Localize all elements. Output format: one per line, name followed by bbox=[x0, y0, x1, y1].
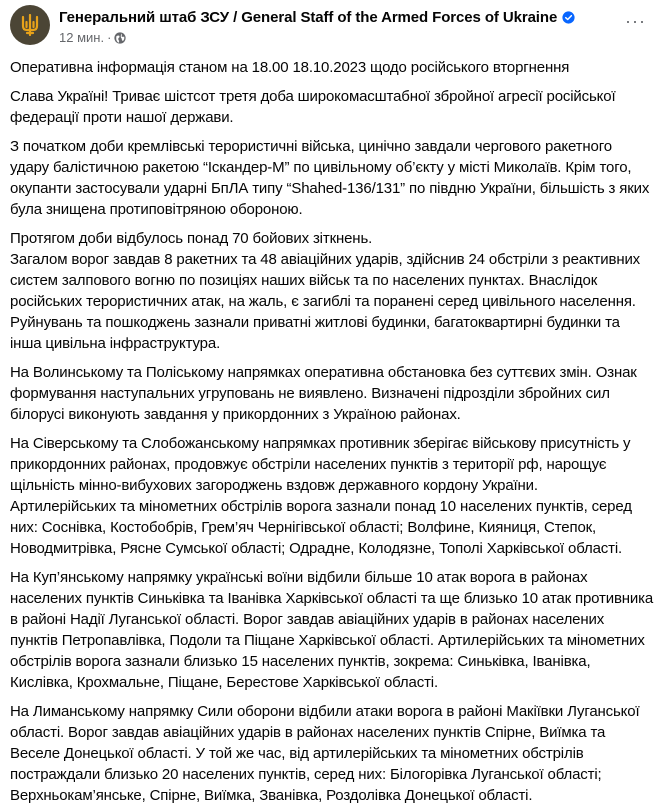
post-text-line: З початком доби кремлівські терористичні війська, цинічно завдали чергового ракетного удару балістичною ракетою “Іскандер-М” по цивільному об’єкту у місті Миколаїв. Крім того, окупанти застосували ударні БпЛА типу “Shahed-136/131” по півдню України, більшість з яких була знищена протиповітряною обороною. bbox=[10, 138, 650, 218]
post-paragraph bbox=[10, 136, 654, 220]
post-body bbox=[0, 57, 664, 806]
post-text-line: На Куп’янському напрямку українські воїни відбили більше 10 атак ворога в районах населених пунктів Синьківка та Іванівка Харківської області та ще близько 10 атак противника в районі Надії Луганської області. Ворог завдав авіаційних ударів в районах населених пунктів Петропавлівка, Подоли та Піщане Харківської області. Артилерійських та мінометних обстрілів ворога зазнали близько 15 населених пунктів, зокрема: Синьківка, Іванівка, Кислівка, Крохмальне, Піщане, Берестове Харківської області. bbox=[10, 569, 654, 691]
post-text-line: Протягом доби відбулось понад 70 бойових зіткнень. bbox=[10, 230, 373, 247]
post-meta bbox=[59, 30, 126, 45]
post-text-line: На Волинському та Поліському напрямках оперативна обстановка без суттєвих змін. Ознак формування наступальних угруповань не виявлено. Визначені підрозділи збройних сил білорусі виконують завдання у прикордонних з Україною районах. bbox=[10, 364, 637, 423]
post-paragraph bbox=[10, 567, 654, 693]
meta-separator: · bbox=[107, 30, 112, 45]
post-paragraph bbox=[10, 701, 654, 806]
post-header bbox=[0, 0, 664, 54]
post-text-line: Артилерійських та мінометних обстрілів ворога зазнали понад 10 населених пунктів, серед них: Соснівка, Костобобрів, Грем’яч Чернігівської області; Волфине, Кияниця, Степок, Новодмитрівка, Рясне Сумської області; Одрадне, Колодязне, Тополі Харківської області. bbox=[10, 498, 632, 557]
post-text-line: Оперативна інформація станом на 18.00 18.10.2023 щодо російського вторгнення bbox=[10, 59, 570, 76]
post-text-line: На Сіверському та Слобожанському напрямках противник зберігає військову присутність у прикордонних районах, продовжує обстріли населених пунктів з території рф, нарощує щільність мінно-вибухових загороджень вздовж державного кордону України. bbox=[10, 435, 631, 494]
post-text-line: На Лиманському напрямку Сили оборони відбили атаки ворога в районі Макіївки Луганської області. Ворог завдав авіаційних ударів в районах населених пунктів Спірне, Виїмка та Веселе Донецької області. У той же час, від артилерійських та мінометних обстрілів постраждали близько 20 населених пунктів, серед них: Білогорівка Луганської області; Верхньокам’янське, Спірне, Виїмка, Званівка, Роздолівка Донецької області. bbox=[10, 703, 640, 804]
author-row bbox=[59, 9, 575, 26]
author-name[interactable]: Генеральний штаб ЗСУ / General Staff of the Armed Forces of Ukraine bbox=[59, 9, 558, 26]
trident-icon bbox=[21, 14, 39, 36]
post-paragraph bbox=[10, 86, 654, 128]
globe-icon[interactable] bbox=[114, 32, 126, 44]
verified-badge-icon bbox=[562, 11, 575, 24]
author-avatar[interactable] bbox=[10, 5, 50, 45]
post-paragraph bbox=[10, 362, 654, 425]
post-text-line: Загалом ворог завдав 8 ракетних та 48 авіаційних ударів, здійснив 24 обстріли з реактивних систем залпового вогню по позиціях наших військ та по населених пунктах. Внаслідок російських терористичних атак, на жаль, є загиблі та поранені серед цивільного населення. Руйнувань та пошкоджень зазнали приватні житлові будинки, багатоквартирні будинки та інша цивільна інфраструктура. bbox=[10, 251, 641, 352]
post-timestamp[interactable]: 12 мин. bbox=[59, 30, 105, 45]
post-paragraph bbox=[10, 57, 654, 78]
post-text-line: Слава Україні! Триває шістсот третя доба широкомасштабної збройної агресії російської федерації проти нашої держави. bbox=[10, 88, 616, 126]
post-paragraph bbox=[10, 433, 654, 559]
post-paragraph bbox=[10, 228, 654, 354]
more-options-button[interactable]: ··· bbox=[625, 11, 646, 31]
